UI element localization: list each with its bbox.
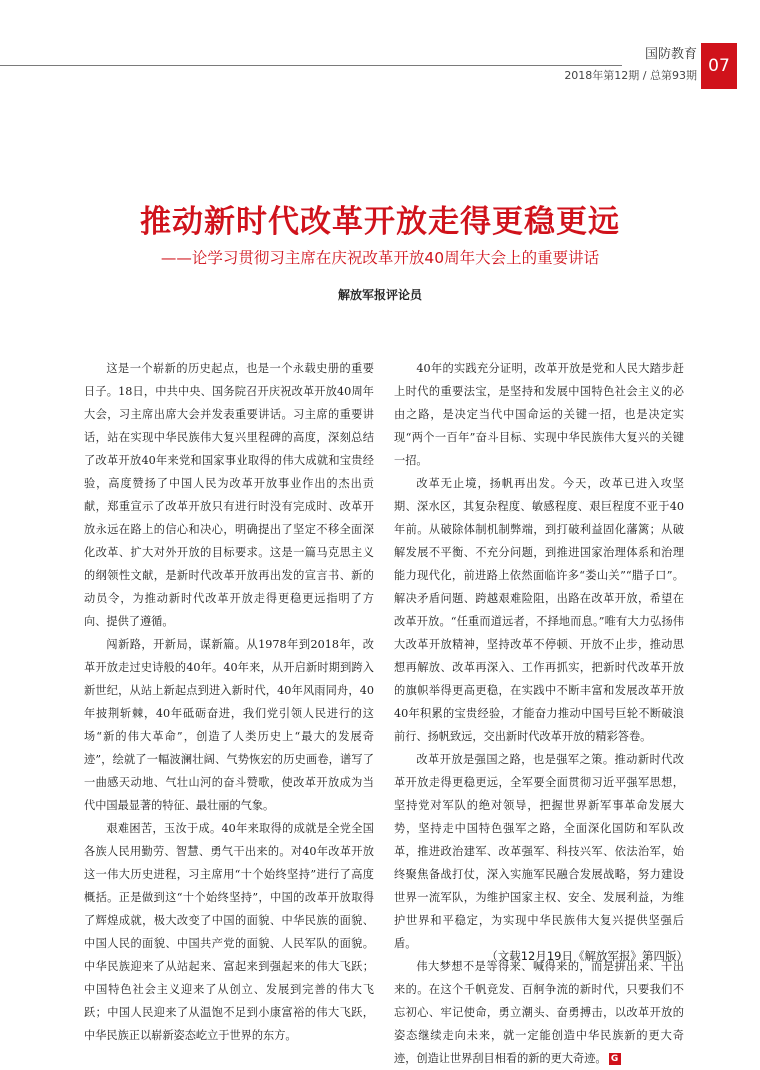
header-rule [0, 65, 622, 66]
running-header [564, 47, 697, 85]
article-title: 推动新时代改革开放走得更稳更远 [140, 204, 620, 240]
article-subtitle: ——论学习贯彻习主席在庆祝改革开放40周年大会上的重要讲话 [160, 249, 600, 267]
magazine-name: 国防教育 [644, 47, 697, 62]
end-mark-icon: G [609, 1053, 621, 1065]
body-paragraph: 40年的实践充分证明，改革开放是党和人民大踏步赶上时代的重要法宝，是坚持和发展中国特色社会主义的必由之路，是决定当代中国命运的关键一招，也是决定实现“两个一百年”奋斗目标、实现中华民族伟大复兴的关键一招。 [394, 362, 684, 467]
body-paragraph: 闯新路，开新局，谋新篇。从1978年到2018年，改革开放走过史诗般的40年。40年来，从开启新时期到跨入新世纪，从站上新起点到进入新时代，40年风雨同舟，40年披荆斩棘，40年砥砺奋进，我们党引领人民进行的这场“新的伟大革命”，创造了人类历史上“最大的发展奇迹”，绘就了一幅波澜壮阔、气势恢宏的历史画卷，谱写了一曲感天动地、气壮山河的奋斗赞歌，使改革开放成为当代中国最显著的特征、最壮丽的气象。 [84, 638, 374, 812]
issue-info: 2018年第12期 / 总第93期 [564, 69, 697, 82]
body-paragraph: 艰难困苦，玉汝于成。40年来取得的成就是全党全国各族人民用勤劳、智慧、勇气干出来的。对40年改革开放这一伟大历史进程，习主席用“十个始终坚持”进行了高度概括。正是做到这“十个始终坚持”，中国的改革开放取得了辉煌成就，极大改变了中国的面貌、中华民族的面貌、中国人民的面貌、中国共产党的面貌、人民军队的面貌。中华民族迎来了从站起来、富起来到强起来的伟大飞跃；中国特色社会主义迎来了从创立、发展到完善的伟大飞跃；中国人民迎来了从温饱不足到小康富裕的伟大飞跃，中华民族正以崭新姿态屹立于世界的东方。 [84, 822, 374, 1042]
body-paragraph: 这是一个崭新的历史起点，也是一个永载史册的重要日子。18日，中共中央、国务院召开庆祝改革开放40周年大会，习主席出席大会并发表重要讲话。习主席的重要讲话，站在实现中华民族伟大复兴里程碑的高度，深刻总结了改革开放40年来党和国家事业取得的伟大成就和宝贵经验，高度赞扬了中国人民为改革开放事业作出的杰出贡献，郑重宣示了改革开放只有进行时没有完成时、改革开放永远在路上的信心和决心，明确提出了坚定不移全面深化改革、扩大对外开放的目标要求。这是一篇马克思主义的纲领性文献，是新时代改革开放再出发的宣言书、新的动员令，为推动新时代改革开放走得更稳更远指明了方向、提供了遵循。 [84, 362, 374, 628]
body-paragraph-last [394, 955, 684, 1070]
last-paragraph-text: 伟大梦想不是等得来、喊得来的，而是拼出来、干出来的。在这个千帆竞发、百舸争流的新时代，只要我们不忘初心、牢记使命，勇立潮头、奋勇搏击，以改革开放的姿态继续走向未来，就一定能创造中华民族新的更大奇迹，创造让世界刮目相看的新的更大奇迹。 [394, 960, 684, 1065]
body-paragraph: 改革无止境，扬帆再出发。今天，改革已进入攻坚期、深水区，其复杂程度、敏感程度、艰巨程度不亚于40年前。从破除体制机制弊端，到打破利益固化藩篱；从破解发展不平衡、不充分问题，到推进国家治理体系和治理能力现代化，前进路上依然面临许多“娄山关”“腊子口”。解决矛盾问题、跨越艰难险阻，出路在改革开放，希望在改革开放。“任重而道远者，不择地而息。”唯有大力弘扬伟大改革开放精神，坚持改革不停顿、开放不止步，推动思想再解放、改革再深入、工作再抓实，把新时代改革开放的旗帜举得更高更稳，在实践中不断丰富和发展改革开放40年积累的宝贵经验，才能奋力推动中国号巨轮不断破浪前行、扬帆致远，交出新时代改革开放的精彩答卷。 [394, 477, 684, 743]
page-number-badge: 07 [701, 43, 737, 89]
body-paragraph: 改革开放是强国之路，也是强军之策。推动新时代改革开放走得更稳更远，全军要全面贯彻习近平强军思想，坚持党对军队的绝对领导，把握世界新军事革命发展大势，坚持走中国特色强军之路，全面深化国防和军队改革，推进政治建军、改革强军、科技兴军、依法治军，始终聚焦备战打仗，深入实施军民融合发展战略，努力建设世界一流军队，为维护国家主权、安全、发展利益，为维护世界和平稳定，为实现中华民族伟大复兴提供坚强后盾。 [394, 753, 684, 950]
source-note: （文载12月19日《解放军报》第四版） [486, 949, 688, 963]
article-author: 解放军报评论员 [337, 288, 422, 302]
left-column [84, 357, 374, 1047]
